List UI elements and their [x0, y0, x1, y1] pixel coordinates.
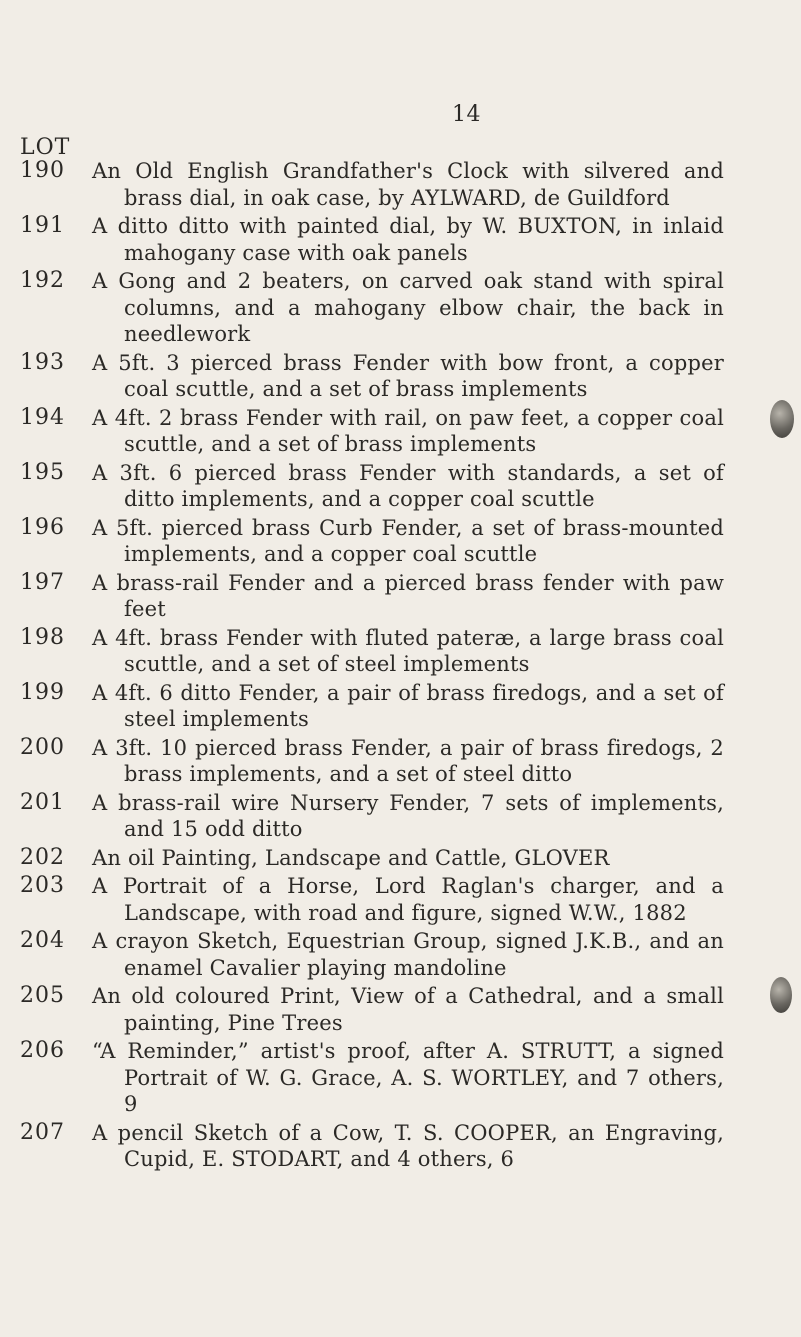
lot-description: “A Reminder,” artist's proof, after A. STRUTT, a signed Portrait of W. G. Grace, A. S. WORTLEY, and 7 others, 9	[92, 1039, 724, 1116]
lot-entry	[0, 1038, 801, 1118]
lot-entry	[0, 158, 801, 211]
binding-hole-mark	[770, 977, 792, 1013]
lot-description: A Gong and 2 beaters, on carved oak stand with spiral columns, and a mahogany elbow chair, the back in needlework	[92, 269, 724, 346]
lot-description: A 4ft. 2 brass Fender with rail, on paw feet, a copper coal scuttle, and a set of brass implements	[92, 405, 724, 456]
lot-entry	[0, 570, 801, 623]
binding-hole-mark	[770, 400, 794, 438]
lot-entry	[0, 790, 801, 843]
lot-number: 200	[20, 734, 65, 760]
lot-description: A 3ft. 6 pierced brass Fender with standards, a set of ditto implements, and a copper coal scuttle	[92, 460, 724, 511]
lot-entry	[0, 1120, 801, 1173]
lot-number: 199	[20, 679, 65, 705]
lot-number: 196	[20, 514, 65, 540]
lot-description: A Portrait of a Horse, Lord Raglan's charger, and a Landscape, with road and figure, signed W.W., 1882	[92, 874, 724, 925]
lot-number: 201	[20, 789, 65, 815]
lot-entry	[0, 928, 801, 981]
lot-number: 195	[20, 459, 65, 485]
lot-number: 192	[20, 268, 65, 293]
lot-number: 194	[20, 404, 65, 430]
lot-entry	[0, 213, 801, 266]
lot-description: A 4ft. brass Fender with fluted pateræ, a large brass coal scuttle, and a set of steel implements	[92, 625, 724, 676]
lot-entry	[0, 735, 801, 788]
lot-entry	[0, 845, 801, 872]
lot-description: A 4ft. 6 ditto Fender, a pair of brass firedogs, and a set of steel implements	[92, 680, 724, 731]
lot-description: A pencil Sketch of a Cow, T. S. COOPER, an Engraving, Cupid, E. STODART, and 4 others, 6	[92, 1120, 724, 1171]
lot-description: A 3ft. 10 pierced brass Fender, a pair of brass firedogs, 2 brass implements, and a set of steel ditto	[92, 735, 724, 786]
lot-description: A brass-rail Fender and a pierced brass fender with paw feet	[92, 570, 724, 621]
lot-number: 190	[20, 158, 65, 183]
lot-entry	[0, 350, 801, 403]
lot-description: A 5ft. 3 pierced brass Fender with bow front, a copper coal scuttle, and a set of brass implements	[92, 350, 724, 401]
lot-number: 197	[20, 569, 65, 595]
lot-description: A ditto ditto with painted dial, by W. BUXTON, in inlaid mahogany case with oak panels	[92, 214, 724, 265]
lot-number: 191	[20, 213, 65, 238]
lot-description: An Old English Grandfather's Clock with silvered and brass dial, in oak case, by AYLWARD, de Guildford	[92, 159, 724, 210]
lot-number: 206	[20, 1038, 65, 1063]
lot-description: An oil Painting, Landscape and Cattle, GLOVER	[92, 845, 610, 870]
lot-number: 198	[20, 624, 65, 650]
lot-entry	[0, 460, 801, 513]
lot-number: 203	[20, 873, 65, 898]
lot-description: An old coloured Print, View of a Cathedral, and a small painting, Pine Trees	[92, 984, 724, 1035]
lot-list	[0, 158, 801, 1175]
lot-number: 204	[20, 928, 65, 953]
lot-description: A brass-rail wire Nursery Fender, 7 sets of implements, and 15 odd ditto	[92, 790, 724, 841]
lot-description: A 5ft. pierced brass Curb Fender, a set of brass-mounted implements, and a copper coal scuttle	[92, 515, 724, 566]
lot-entry	[0, 268, 801, 348]
page-number: 14	[452, 102, 481, 127]
lot-entry	[0, 405, 801, 458]
lot-column-header: LOT	[20, 135, 71, 160]
lot-entry	[0, 873, 801, 926]
lot-number: 193	[20, 349, 65, 375]
lot-number: 205	[20, 983, 65, 1008]
lot-entry	[0, 983, 801, 1036]
lot-entry	[0, 680, 801, 733]
lot-description: A crayon Sketch, Equestrian Group, signed J.K.B., and an enamel Cavalier playing mandoline	[92, 929, 724, 980]
lot-number: 202	[20, 844, 65, 870]
lot-entry	[0, 515, 801, 568]
lot-number: 207	[20, 1119, 65, 1145]
lot-entry	[0, 625, 801, 678]
